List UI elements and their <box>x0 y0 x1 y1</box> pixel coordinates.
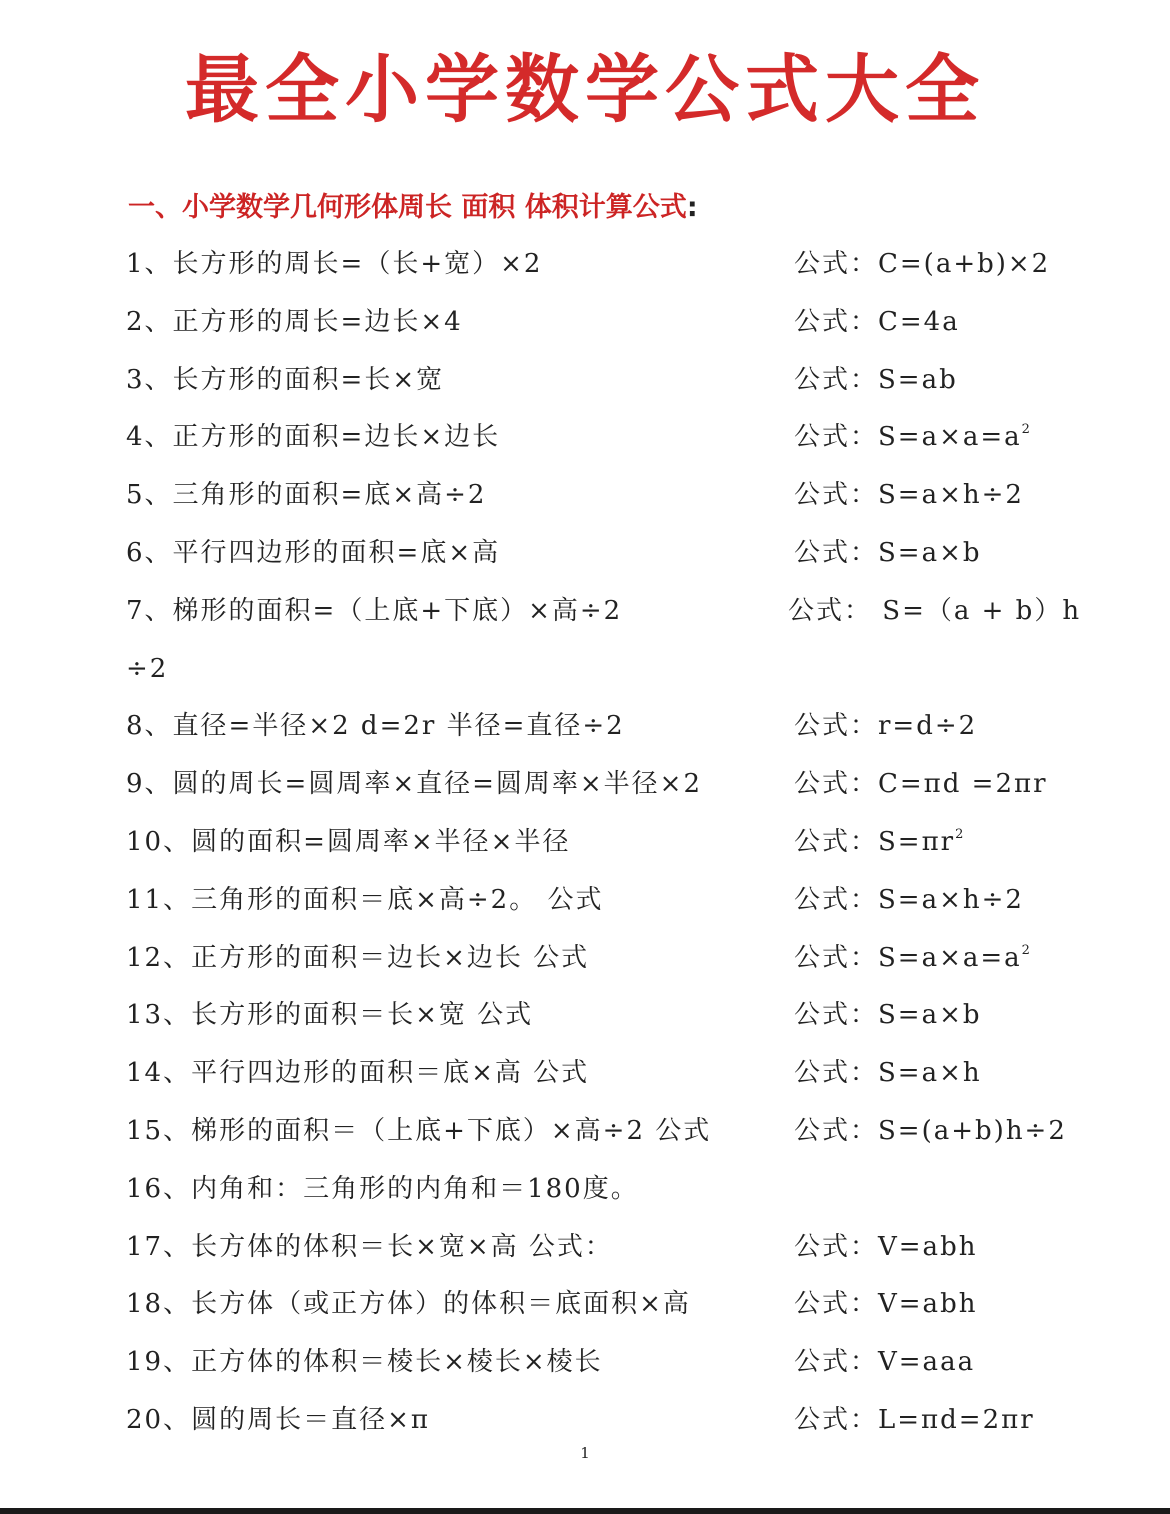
formula-description: 18、长方体（或正方体）的体积＝底面积×高 <box>126 1289 691 1320</box>
page-number: 1 <box>580 1444 590 1462</box>
formula-row <box>0 409 1170 467</box>
section-heading <box>128 186 698 230</box>
formula-expression: 公式：S=a×b <box>794 1000 982 1031</box>
formula-expression: 公式：V=abh <box>794 1289 978 1320</box>
formula-expression-wrap <box>794 409 1030 471</box>
section-heading-colon: : <box>686 192 698 223</box>
formula-expression: 公式：S=a×h÷2 <box>794 884 1024 915</box>
formula-description: 2、正方形的周长=边长×4 <box>126 306 463 337</box>
formula-description: 15、梯形的面积＝（上底+下底）×高÷2 公式 <box>126 1115 712 1146</box>
formula-expression: 公式：S=ab <box>794 364 958 395</box>
formula-expression: 公式：L=πd=2πr <box>794 1404 1035 1435</box>
formula-row <box>0 1161 1170 1219</box>
formula-expression: 公式：r=d÷2 <box>794 711 978 742</box>
formula-row <box>0 1392 1170 1450</box>
section-heading-text: 一、小学数学几何形体周长 面积 体积计算公式 <box>128 192 687 223</box>
formula-row-continuation <box>0 641 1170 699</box>
bottom-rule <box>0 1508 1170 1514</box>
formula-row <box>0 756 1170 814</box>
formula-description: 17、长方体的体积＝长×宽×高 公式： <box>126 1231 613 1262</box>
formula-list <box>0 236 1170 1450</box>
formula-description: 3、长方形的面积=长×宽 <box>126 364 445 395</box>
formula-expression-wrap <box>794 814 963 876</box>
formula-row <box>0 1045 1170 1103</box>
formula-description: 7、梯形的面积=（上底+下底）×高÷2 <box>126 595 623 626</box>
formula-expression: 公式：S=a×b <box>794 537 982 568</box>
formula-row <box>0 1276 1170 1334</box>
formula-exponent: 2 <box>1021 422 1030 438</box>
formula-expression: 公式：S=a×h <box>794 1058 982 1089</box>
formula-expression: 公式：S=a×a=a <box>794 422 1022 453</box>
formula-description: 1、长方形的周长=（长+宽）×2 <box>126 249 543 279</box>
formula-row <box>0 1103 1170 1161</box>
formula-row <box>0 525 1170 583</box>
formula-description: 19、正方体的体积＝棱长×棱长×棱长 <box>126 1347 603 1378</box>
formula-exponent: 2 <box>955 826 964 842</box>
formula-row <box>0 1334 1170 1392</box>
formula-expression: 公式：C=4a <box>794 306 960 337</box>
formula-exponent: 2 <box>1021 942 1030 958</box>
formula-description: 14、平行四边形的面积＝底×高 公式 <box>126 1058 590 1089</box>
formula-row <box>0 814 1170 872</box>
formula-row <box>0 352 1170 410</box>
formula-description: 4、正方形的面积=边长×边长 <box>126 422 501 453</box>
formula-description: 16、内角和：三角形的内角和＝180度。 <box>126 1173 639 1204</box>
formula-expression: 公式：C=(a+b)×2 <box>794 249 1051 279</box>
formula-description-continuation: ÷2 <box>126 653 169 684</box>
formula-row <box>0 1219 1170 1277</box>
formula-row <box>0 987 1170 1045</box>
formula-expression: 公式： S=（a + b）h <box>788 595 1082 626</box>
formula-description: 20、圆的周长＝直径×π <box>126 1404 430 1435</box>
formula-description: 13、长方形的面积＝长×宽 公式 <box>126 1000 534 1031</box>
formula-expression: 公式：S=a×h÷2 <box>794 480 1024 511</box>
formula-description: 10、圆的面积=圆周率×半径×半径 <box>126 826 571 857</box>
formula-expression: 公式：V=aaa <box>794 1347 976 1378</box>
formula-expression: 公式：S=a×a=a <box>794 942 1022 973</box>
formula-row <box>0 698 1170 756</box>
formula-row <box>0 583 1170 641</box>
formula-row <box>0 872 1170 930</box>
formula-expression: 公式：V=abh <box>794 1231 978 1262</box>
formula-description: 6、平行四边形的面积=底×高 <box>126 537 501 568</box>
formula-description: 12、正方形的面积＝边长×边长 公式 <box>126 942 590 973</box>
formula-expression: 公式：S=(a+b)h÷2 <box>794 1115 1067 1146</box>
formula-description: 5、三角形的面积=底×高÷2 <box>126 480 487 511</box>
formula-row <box>0 930 1170 988</box>
formula-description: 8、直径=半径×2 d=2r 半径=直径÷2 <box>126 711 625 742</box>
formula-row <box>0 294 1170 352</box>
formula-row <box>0 236 1170 294</box>
formula-row <box>0 467 1170 525</box>
document-title: 最全小学数学公式大全 <box>185 47 985 133</box>
formula-expression-wrap <box>794 930 1030 992</box>
formula-expression: 公式：S=πr <box>794 826 956 857</box>
formula-description: 9、圆的周长=圆周率×直径=圆周率×半径×2 <box>126 769 703 800</box>
formula-expression: 公式：C=πd =2πr <box>794 769 1048 800</box>
formula-description: 11、三角形的面积＝底×高÷2。 公式 <box>126 884 604 915</box>
